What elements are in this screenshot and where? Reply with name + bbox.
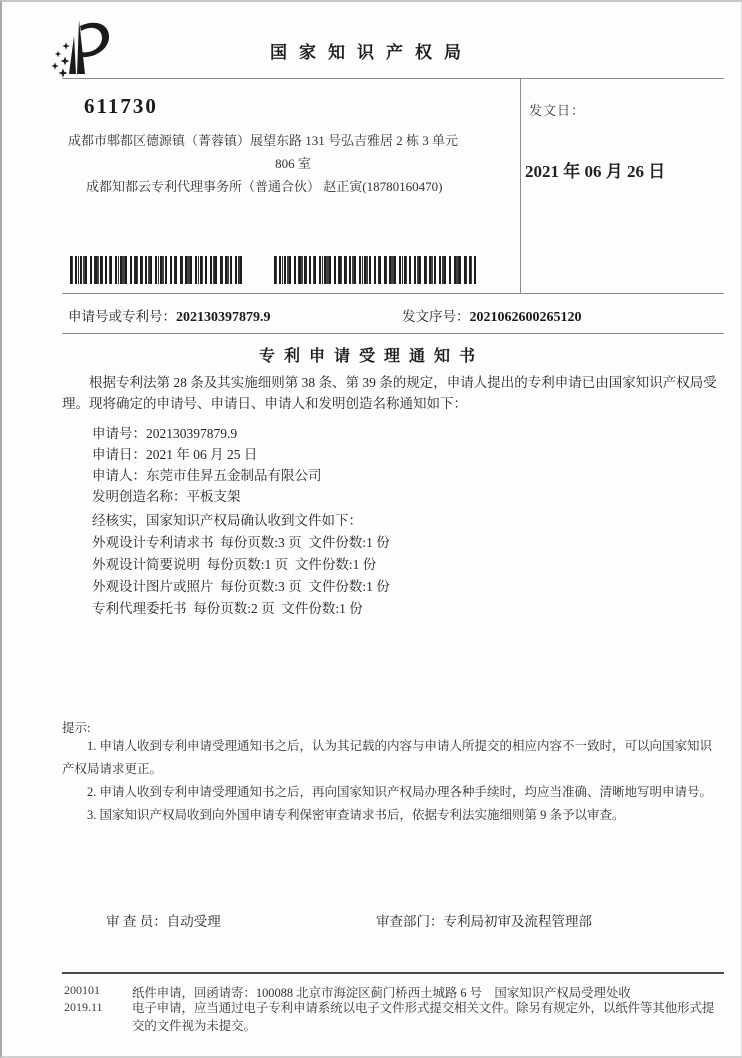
documents-confirm-line: 经核实，国家知识产权局确认收到文件如下： [92,513,362,528]
footer-paper-filing-note: 纸件申请，回函请寄：100088 北京市海淀区蓟门桥西土城路 6 号 国家知识产权局受理处收 [132,986,631,1000]
document-item: 外观设计图片或照片 每份页数:3 页 文件份数:1 份 [92,579,390,594]
notice-intro-paragraph: 根据专利法第 28 条及其实施细则第 38 条、第 39 条的规定，申请人提出的专利申请已由国家知识产权局受理。现将确定的申请号、申请日、申请人和发明创造名称通知如下： [62,375,717,411]
barcode-rule [62,293,724,294]
notice-title: 专利申请受理通知书 [258,348,484,365]
application-number-value: 202130397879.9 [176,310,271,325]
department-label: 审查部门： [376,914,444,929]
footer-form-date: 2019.11 [64,1000,103,1014]
document-item: 专利代理委托书 每份页数:2 页 文件份数:1 份 [92,601,363,616]
issue-date-label: 发文日： [529,103,586,118]
examiner-row [106,910,221,930]
field-label: 申请人： [92,468,146,483]
tips-heading: 提示: [62,721,91,735]
serial-number-row [402,305,582,326]
field-value: 202130397879.9 [146,426,238,441]
serial-number-value: 2021062600265120 [469,310,582,325]
agency-title: 国家知识产权局 [270,43,473,62]
application-number-label: 申请号或专利号： [68,309,176,324]
examiner-value: 自动受理 [166,914,221,929]
reference-rule [62,333,724,334]
field-value: 东莞市佳昇五金制品有限公司 [146,468,322,483]
serial-number-label: 发文序号： [402,309,470,324]
tip-item-3: 3. 国家知识产权局收到向外国申请专利保密审查请求书后，依据专利法实施细则第 9 条予以审查。 [87,808,625,822]
recipient-address-line2: 806 室 [275,156,311,171]
footer-form-code: 200101 [64,983,100,997]
field-label: 申请日： [92,447,146,462]
field-application-date [92,443,257,463]
header-rule [62,78,724,79]
tip-item-1: 1. 申请人收到专利申请受理通知书之后，认为其记载的内容与申请人所提交的相应内容不一致时，可以向国家知识产权局请求更正。 [62,739,713,776]
field-applicant [92,464,322,484]
postal-code: 611730 [84,94,158,118]
recipient-agency-line: 成都知都云专利代理事务所（普通合伙） 赵正寅(18780160470) [86,179,443,194]
department-row [376,910,592,930]
footer-efiling-note: 电子申请，应当通过电子专利申请系统以电子文件形式提交相关文件。除另有规定外，以纸件等其他形式提交的文件视为未提交。 [132,1001,715,1033]
barcode-left [70,256,242,284]
examiner-label: 审 查 员： [106,914,167,929]
tips-list [62,735,724,827]
field-label: 申请号： [92,426,146,441]
document-item: 外观设计简要说明 每份页数:1 页 文件份数:1 份 [92,557,377,572]
tip-item-2: 2. 申请人收到专利申请受理通知书之后，再向国家知识产权局办理各种手续时，均应当准确、清晰地写明申请号。 [87,785,713,799]
field-label: 发明创造名称： [92,489,187,504]
field-invention-name [92,485,241,505]
footer-rule [62,972,724,974]
application-number-row [68,305,271,326]
recipient-address-line1: 成都市郫都区德源镇（菁蓉镇）展望东路 131 号弘吉雅居 2 栋 3 单元 [68,133,459,148]
department-value: 专利局初审及流程管理部 [443,914,592,929]
barcode-right [274,256,478,284]
issue-date-value: 2021 年 06 月 26 日 [525,162,666,181]
field-application-no [92,422,237,442]
field-value: 2021 年 06 月 25 日 [146,447,258,462]
field-value: 平板支架 [186,489,241,504]
document-item: 外观设计专利请求书 每份页数:3 页 文件份数:1 份 [92,535,390,550]
